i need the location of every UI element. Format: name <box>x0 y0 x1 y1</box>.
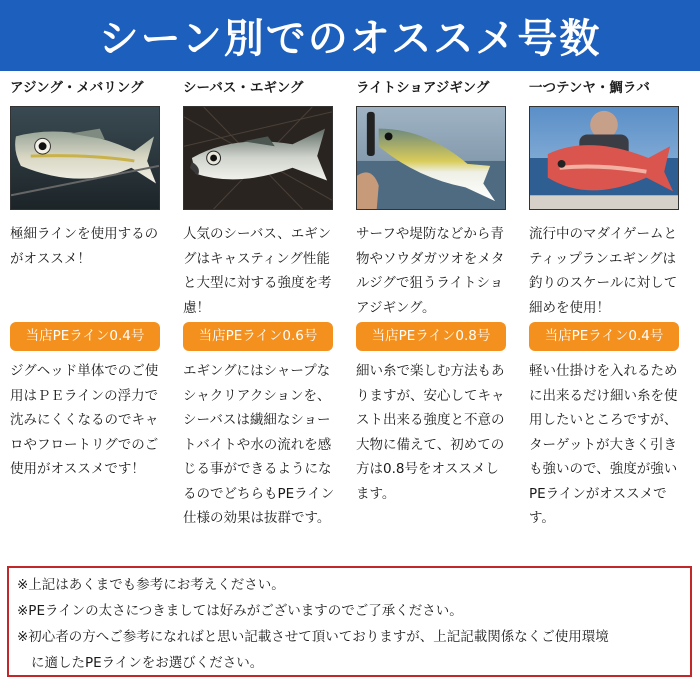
recommended-line-badge: 当店PEライン0.4号 <box>10 322 160 351</box>
recommended-line-badge: 当店PEライン0.8号 <box>356 322 506 351</box>
red-sea-bream-photo <box>529 106 679 210</box>
note-line-continued: に適したPEラインをお選びください。 <box>31 655 264 671</box>
recommended-line-badge: 当店PEライン0.4号 <box>529 322 679 351</box>
scene-title: ライトショアジギング <box>356 80 490 96</box>
yellowtail-photo <box>356 106 506 210</box>
scene-detail: エギングにはシャープなシャクリアクションを、シーバスは繊細なショートバイトや水の流れを感じる事ができるようになるのでどちらもPEライン仕様の効果は抜群です。 <box>183 363 335 526</box>
scene-title: アジング・メバリング <box>10 80 144 96</box>
scene-description: サーフや堤防などから青物やソウダガツオをメタルジグで狙うライトショアジギング。 <box>356 226 505 316</box>
page-title: シーン別でのオススメ号数 <box>98 16 602 62</box>
note-line: ※PEラインの太さにつきましては好みがございますのでご了承ください。 <box>17 603 463 619</box>
scene-detail: 細い糸で楽しむ方法もありますが、安心してキャスト出来る強度と不意の大物に備えて、初めての方は0.8号をオススメします。 <box>356 363 505 502</box>
scene-detail: 軽い仕掛けを入れるために出来るだけ細い糸を使用したいところですが、ターゲットが大きく引きも強いので、強度が強いPEラインがオススメです。 <box>529 363 678 526</box>
sea-bass-photo <box>183 106 333 210</box>
note-line: ※上記はあくまでも参考にお考えください。 <box>17 577 285 593</box>
scene-column-ajing <box>10 76 166 477</box>
scene-description: 人気のシーバス、エギングはキャスティング性能と大型に対する強度を考慮！ <box>183 226 332 316</box>
note-line: ※初心者の方へご参考になればと思い記載させて頂いておりますが、上記記載関係なくご使用環境 <box>17 629 609 645</box>
scene-detail: ジグヘッド単体でのご使用はＰＥラインの浮力で沈みにくくなるのでキャロやフロートリグでのご使用がオススメです！ <box>10 363 159 477</box>
horse-mackerel-photo <box>10 106 160 210</box>
recommended-line-badge: 当店PEライン0.6号 <box>183 322 333 351</box>
notes-box <box>7 566 692 677</box>
scene-description: 流行中のマダイゲームとティップランエギングは釣りのスケールに対して細めを使用！ <box>529 226 678 316</box>
scene-columns <box>0 76 700 546</box>
scene-column-light-shore-jigging <box>356 76 512 502</box>
header-banner <box>0 0 700 71</box>
scene-title: シーバス・エギング <box>183 80 304 96</box>
scene-column-seabass <box>183 76 339 526</box>
scene-title: 一つテンヤ・鯛ラバ <box>529 80 650 96</box>
scene-description: 極細ラインを使用するのがオススメ！ <box>10 226 159 267</box>
scene-column-tenya-tairaba <box>529 76 685 526</box>
